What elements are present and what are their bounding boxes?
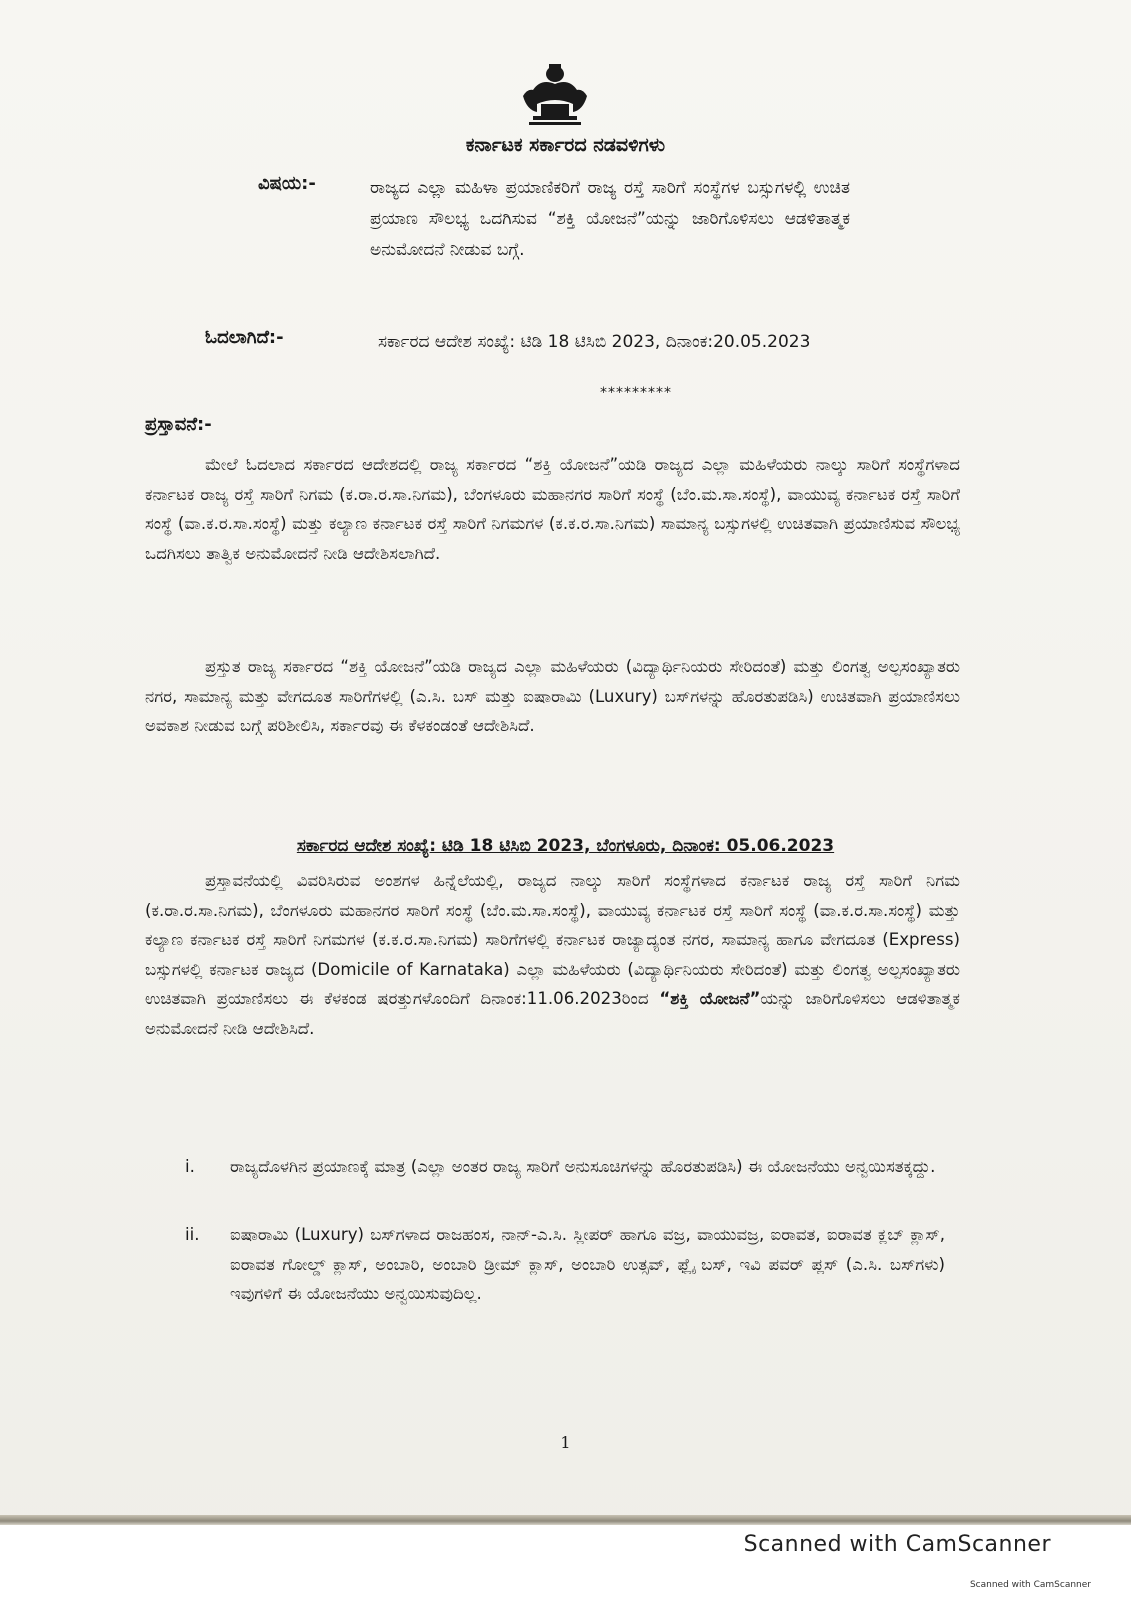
camscanner-small-label: Scanned with CamScanner [969, 1580, 1091, 1590]
condition-number: ii. [185, 1225, 200, 1244]
page-number: 1 [560, 1433, 571, 1452]
order-body-part-1: ಪ್ರಸ್ತಾವನೆಯಲ್ಲಿ ವಿವರಿಸಿರುವ ಅಂಶಗಳ ಹಿನ್ನೆಲೆಯಲ್ಲಿ, ರಾಜ್ಯದ ನಾಲ್ಕು ಸಾರಿಗೆ ಸಂಸ್ಥೆಗಳಾದ ಕರ್ನಾಟಕ ರಾಜ್ಯ ರಸ್ತೆ ಸಾರಿಗೆ ನಿಗಮ (ಕ.ರಾ.ರ.ಸಾ.ನಿಗಮ), ಬೆಂಗಳೂರು ಮಹಾನಗರ ಸಾರಿಗೆ ಸಂಸ್ಥೆ (ಬೆಂ.ಮ.ಸಾ.ಸಂಸ್ಥೆ), ವಾಯುವ್ಯ ಕರ್ನಾಟಕ ರಸ್ತೆ ಸಾರಿಗೆ ಸಂಸ್ಥೆ (ವಾ.ಕ.ರ.ಸಾ.ಸಂಸ್ಥೆ) ಮತ್ತು ಕಲ್ಯಾಣ ಕರ್ನಾಟಕ ರಸ್ತೆ ಸಾರಿಗೆ ನಿಗಮಗಳ (ಕ.ಕ.ರ.ಸಾ.ನಿಗಮ) ಸಾರಿಗೆಗಳಲ್ಲಿ ಕರ್ನಾಟಕ ರಾಜ್ಯಾದ್ಯಂತ ನಗರ, ಸಾಮಾನ್ಯ ಹಾಗೂ ವೇಗದೂತ (Express) ಬಸ್ಸುಗಳಲ್ಲಿ ಕರ್ನಾಟಕ ರಾಜ್ಯದ (Domicile of Karnataka) ಎಲ್ಲಾ ಮಹಿಳೆಯರು (ವಿದ್ಯಾರ್ಥಿನಿಯರು ಸೇರಿದಂತೆ) ಮತ್ತು ಲಿಂಗತ್ವ ಅಲ್ಪಸಂಖ್ಯಾತರು ಉಚಿತವಾಗಿ ಪ್ರಯಾಣಿಸಲು ಈ ಕೆಳಕಂಡ ಷರತ್ತುಗಳೊಂದಿಗೆ ದಿನಾಂಕ:11.06.2023ರಿಂದ [145, 871, 960, 1008]
condition-text: ರಾಜ್ಯದೊಳಗಿನ ಪ್ರಯಾಣಕ್ಕೆ ಮಾತ್ರ (ಎಲ್ಲಾ ಅಂತರ ರಾಜ್ಯ ಸಾರಿಗೆ ಅನುಸೂಚಿಗಳನ್ನು ಹೊರತುಪಡಿಸಿ) ಈ ಯೋಜನೆಯು ಅನ್ವಯಿಸತಕ್ಕದ್ದು. [230, 1157, 936, 1176]
preamble-paragraph-2: ಪ್ರಸ್ತುತ ರಾಜ್ಯ ಸರ್ಕಾರದ “ಶಕ್ತಿ ಯೋಜನೆ”ಯಡಿ ರಾಜ್ಯದ ಎಲ್ಲಾ ಮಹಿಳೆಯರು (ವಿದ್ಯಾರ್ಥಿನಿಯರು ಸೇರಿದಂತೆ) ಮತ್ತು ಲಿಂಗತ್ವ ಅಲ್ಪಸಂಖ್ಯಾತರು ನಗರ, ಸಾಮಾನ್ಯ ಮತ್ತು ವೇಗದೂತ ಸಾರಿಗೆಗಳಲ್ಲಿ (ಎ.ಸಿ. ಬಸ್ ಮತ್ತು ಐಷಾರಾಮಿ (Luxury) ಬಸ್‌ಗಳನ್ನು ಹೊರತುಪಡಿಸಿ) ಉಚಿತವಾಗಿ ಪ್ರಯಾಣಿಸಲು ಅವಕಾಶ ನೀಡುವ ಬಗ್ಗೆ ಪರಿಶೀಲಿಸಿ, ಸರ್ಕಾರವು ಈ ಕೆಳಕಂಡಂತೆ ಆದೇಶಿಸಿದೆ. [145, 657, 960, 735]
separator-stars: ********* [600, 385, 672, 401]
order-heading: ಸರ್ಕಾರದ ಆದೇಶ ಸಂಖ್ಯೆ: ಟಿಡಿ 18 ಟಿಸಿಬಿ 2023, ಬೆಂಗಳೂರು, ದಿನಾಂಕ: 05.06.2023 [296, 836, 835, 856]
condition-text: ಐಷಾರಾಮಿ (Luxury) ಬಸ್‌ಗಳಾದ ರಾಜಹಂಸ, ನಾನ್-ಎ.ಸಿ. ಸ್ಲೀಪರ್ ಹಾಗೂ ವಜ್ರ, ವಾಯುವಜ್ರ, ಐರಾವತ, ಐರಾವತ ಕ್ಲಬ್ ಕ್ಲಾಸ್, ಐರಾವತ ಗೋಲ್ಡ್ ಕ್ಲಾಸ್, ಅಂಬಾರಿ, ಅಂಬಾರಿ ಡ್ರೀಮ್ ಕ್ಲಾಸ್, ಅಂಬಾರಿ ಉತ್ಸವ್, ಫ್ಲೈ ಬಸ್, ಇವಿ ಪವರ್ ಪ್ಲಸ್ (ಎ.ಸಿ. ಬಸ್‌ಗಳು) ಇವುಗಳಿಗೆ ಈ ಯೋಜನೆಯು ಅನ್ವಯಿಸುವುದಿಲ್ಲ. [230, 1225, 945, 1303]
paper-bottom-edge [0, 1515, 1131, 1525]
reference-text: ಸರ್ಕಾರದ ಆದೇಶ ಸಂಖ್ಯೆ: ಟಿಡಿ 18 ಟಿಸಿಬಿ 2023, ದಿನಾಂಕ:20.05.2023 [378, 332, 811, 352]
government-proceedings-title: ಕರ್ನಾಟಕ ಸರ್ಕಾರದ ನಡವಳಿಗಳು [465, 134, 666, 156]
order-body-paragraph [145, 866, 960, 1043]
karnataka-emblem-icon [515, 60, 595, 130]
preamble-paragraph-1: ಮೇಲೆ ಓದಲಾದ ಸರ್ಕಾರದ ಆದೇಶದಲ್ಲಿ ರಾಜ್ಯ ಸರ್ಕಾರದ “ಶಕ್ತಿ ಯೋಜನೆ”ಯಡಿ ರಾಜ್ಯದ ಎಲ್ಲಾ ಮಹಿಳೆಯರು ನಾಲ್ಕು ಸಾರಿಗೆ ಸಂಸ್ಥೆಗಳಾದ ಕರ್ನಾಟಕ ರಾಜ್ಯ ರಸ್ತೆ ಸಾರಿಗೆ ನಿಗಮ (ಕ.ರಾ.ರ.ಸಾ.ನಿಗಮ), ಬೆಂಗಳೂರು ಮಹಾನಗರ ಸಾರಿಗೆ ಸಂಸ್ಥೆ (ಬೆಂ.ಮ.ಸಾ.ಸಂಸ್ಥೆ), ವಾಯುವ್ಯ ಕರ್ನಾಟಕ ರಸ್ತೆ ಸಾರಿಗೆ ಸಂಸ್ಥೆ (ವಾ.ಕ.ರ.ಸಾ.ಸಂಸ್ಥೆ) ಮತ್ತು ಕಲ್ಯಾಣ ಕರ್ನಾಟಕ ರಸ್ತೆ ಸಾರಿಗೆ ನಿಗಮಗಳ (ಕ.ಕ.ರ.ಸಾ.ನಿಗಮ) ಸಾಮಾನ್ಯ ಬಸ್ಸುಗಳಲ್ಲಿ ಉಚಿತವಾಗಿ ಪ್ರಯಾಣಿಸುವ ಸೌಲಭ್ಯ ಒದಗಿಸಲು ತಾತ್ವಿಕ ಅನುಮೋದನೆ ನೀಡಿ ಆದೇಶಿಸಲಾಗಿದೆ. [145, 455, 960, 563]
reference-label: ಓದಲಾಗಿದೆ:- [205, 327, 284, 348]
shakti-yojane-bold: “ಶಕ್ತಿ ಯೋಜನೆ” [659, 989, 761, 1008]
condition-number: i. [185, 1157, 195, 1176]
subject-label: ವಿಷಯ:- [258, 173, 316, 194]
condition-item [185, 1152, 945, 1182]
subject-text: ರಾಜ್ಯದ ಎಲ್ಲಾ ಮಹಿಳಾ ಪ್ರಯಾಣಿಕರಿಗೆ ರಾಜ್ಯ ರಸ್ತೆ ಸಾರಿಗೆ ಸಂಸ್ಥೆಗಳ ಬಸ್ಸುಗಳಲ್ಲಿ ಉಚಿತ ಪ್ರಯಾಣ ಸೌಲಭ್ಯ ಒದಗಿಸುವ “ಶಕ್ತಿ ಯೋಜನೆ”ಯನ್ನು ಜಾರಿಗೊಳಿಸಲು ಆಡಳಿತಾತ್ಮಕ ಅನುಮೋದನೆ ನೀಡುವ ಬಗ್ಗೆ. [370, 178, 850, 260]
order-body-part-2: ಯನ್ನು ಜಾರಿಗೊಳಿಸಲು ಆಡಳಿತಾತ್ಮಕ ಅನುಮೋದನೆ ನೀಡಿ ಆದೇಶಿಸಿದೆ. [145, 989, 960, 1038]
condition-item [185, 1220, 945, 1309]
preamble-label: ಪ್ರಸ್ತಾವನೆ:- [145, 414, 212, 435]
camscanner-watermark: Scanned with CamScanner [743, 1532, 1051, 1557]
